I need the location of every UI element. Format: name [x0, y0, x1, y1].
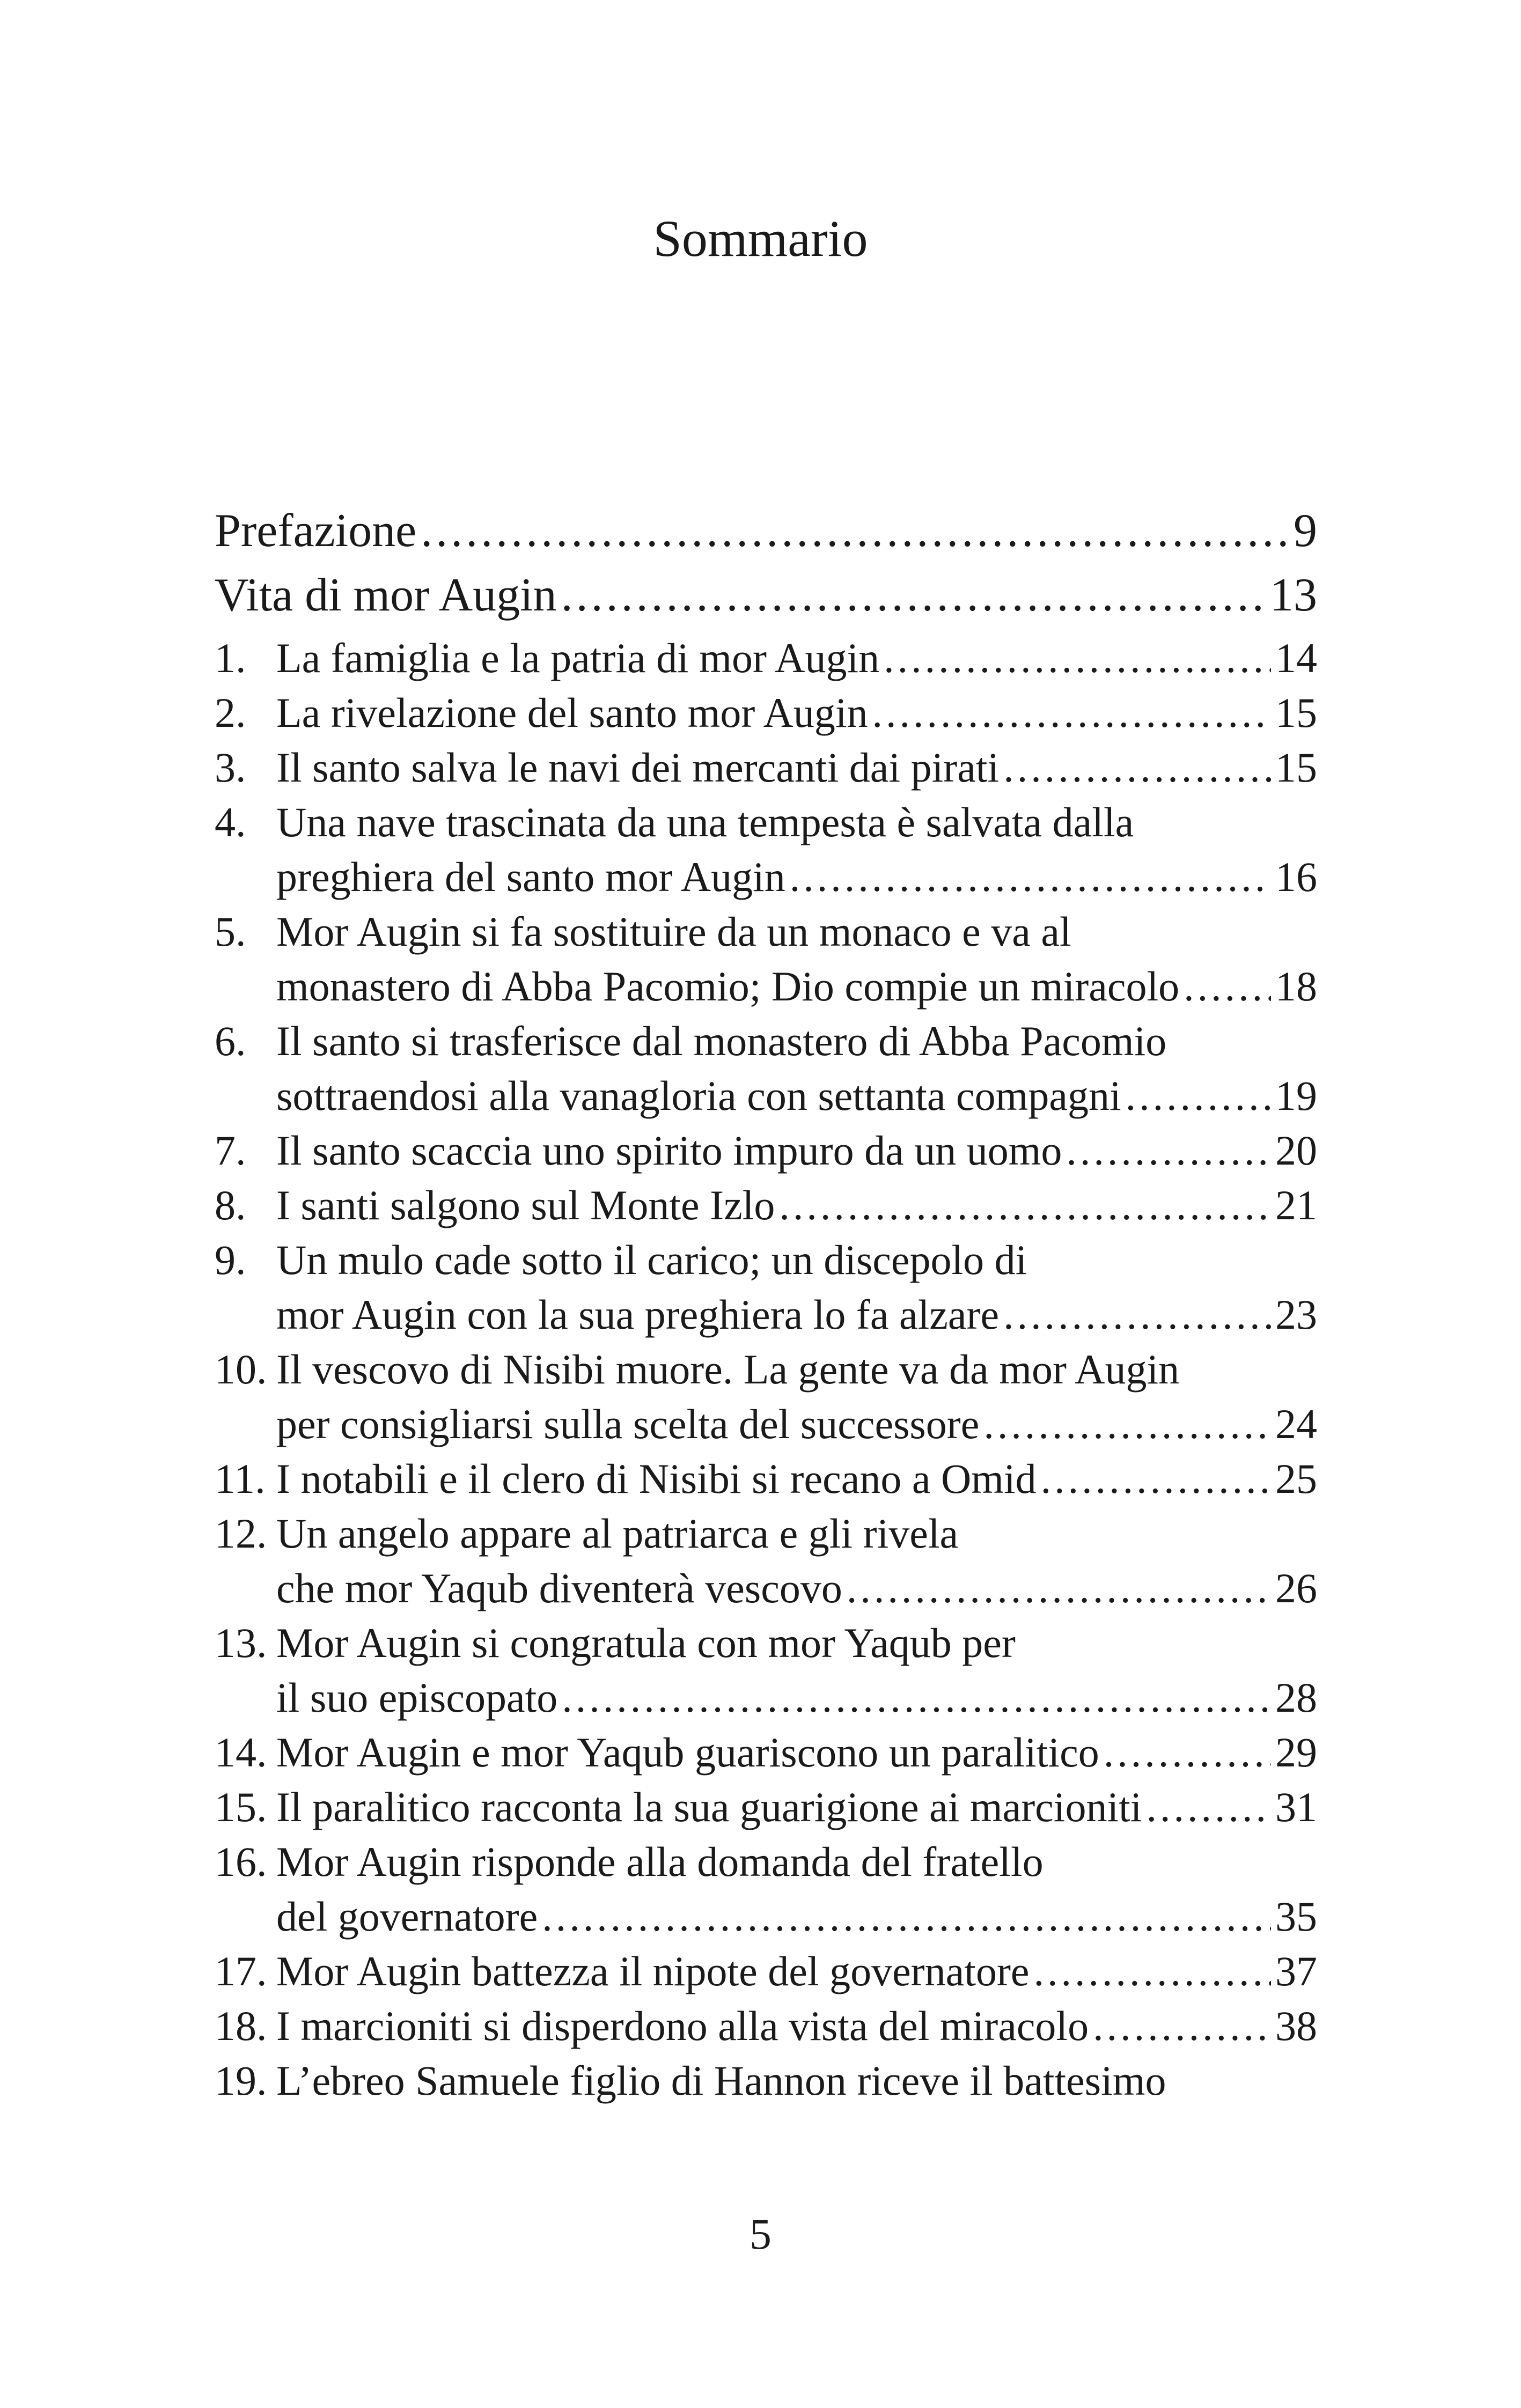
toc-entry-title: preghiera del santo mor Augin	[276, 853, 785, 900]
toc-entry-page: 31	[1275, 1784, 1317, 1830]
dot-leader	[1093, 1999, 1271, 2053]
toc-entry-title: Prefazione	[215, 505, 417, 557]
toc-entry-line	[215, 1835, 1317, 1889]
toc-entry-page: 23	[1275, 1291, 1317, 1338]
toc-entry-page: 21	[1275, 1182, 1317, 1228]
toc-entry-line	[215, 1397, 1317, 1452]
toc-entry-page: 13	[1270, 569, 1317, 621]
dot-leader	[562, 1670, 1271, 1725]
dot-leader	[542, 1889, 1271, 1944]
toc-entry-line	[215, 1889, 1317, 1944]
dot-leader	[779, 1178, 1271, 1233]
toc-entry-line	[215, 1944, 1317, 1999]
toc-entry-page: 20	[1275, 1127, 1317, 1174]
dot-leader	[1041, 1452, 1271, 1506]
toc-entry	[215, 1452, 1317, 1506]
toc-entry-line	[215, 1452, 1317, 1506]
toc-entry-page: 26	[1275, 1565, 1317, 1611]
toc-entry-page: 24	[1275, 1401, 1317, 1447]
dot-leader	[872, 686, 1271, 740]
toc-entry	[215, 1123, 1317, 1178]
toc-entry-page: 19	[1275, 1072, 1317, 1119]
toc-entry-line	[215, 1287, 1317, 1342]
toc-entry-title: monastero di Abba Pacomio; Dio compie un miracolo	[276, 963, 1180, 1010]
toc-entry-title: del governatore	[276, 1893, 538, 1940]
toc-entry-title: La rivelazione del santo mor Augin	[276, 689, 868, 736]
dot-leader	[1126, 1069, 1271, 1123]
dot-leader	[421, 499, 1289, 563]
dot-leader	[1034, 1944, 1271, 1999]
toc-entry-line	[215, 1780, 1317, 1835]
toc-entry-title: Un angelo appare al patriarca e gli rivela	[276, 1510, 959, 1557]
toc-entry-number: 13.	[215, 1619, 267, 1666]
toc-entry	[215, 499, 1317, 563]
toc-entry-number: 7.	[215, 1127, 246, 1174]
toc-entry-title: che mor Yaqub diventerà vescovo	[276, 1565, 842, 1611]
toc-entry-line	[215, 1342, 1317, 1397]
toc-entry	[215, 1233, 1317, 1342]
toc-entry-line	[215, 499, 1317, 563]
dot-leader	[884, 631, 1271, 686]
toc-entry-title: Un mulo cade sotto il carico; un discepolo di	[276, 1236, 1027, 1283]
toc-entry-title: I marcioniti si disperdono alla vista del miracolo	[276, 2002, 1089, 2049]
toc-entry	[215, 686, 1317, 740]
toc-entry-line	[215, 686, 1317, 740]
toc-entry-line	[215, 959, 1317, 1014]
toc-entry	[215, 1616, 1317, 1725]
toc-entry-title: Mor Augin si fa sostituire da un monaco e va al	[276, 908, 1071, 955]
toc-entry-title: Una nave trascinata da una tempesta è salvata dalla	[276, 799, 1134, 845]
toc-entry	[215, 740, 1317, 795]
dot-leader	[983, 1397, 1271, 1452]
toc-entry	[215, 795, 1317, 904]
toc-entry-page: 9	[1294, 505, 1317, 557]
toc-entry-title: Il santo salva le navi dei mercanti dai pirati	[276, 744, 1000, 791]
toc-entry-title: I notabili e il clero di Nisibi si recano a Omid	[276, 1455, 1037, 1502]
dot-leader	[1066, 1123, 1271, 1178]
toc-entry-number: 2.	[215, 689, 246, 736]
toc-entry-title: sottraendosi alla vanagloria con settanta compagni	[276, 1072, 1121, 1119]
toc-entry-number: 15.	[215, 1784, 267, 1830]
toc-entry-page: 28	[1275, 1674, 1317, 1721]
toc-entry-title: I santi salgono sul Monte Izlo	[276, 1182, 775, 1228]
toc-entry-page: 14	[1275, 635, 1317, 681]
toc-entry-line	[215, 1014, 1317, 1069]
toc-entry-line	[215, 1233, 1317, 1287]
toc-entry-title: Il santo si trasferisce dal monastero di Abba Pacomio	[276, 1018, 1167, 1064]
toc-entry-line	[215, 1616, 1317, 1670]
toc-entry-page: 16	[1275, 853, 1317, 900]
toc-entry-line	[215, 850, 1317, 904]
toc-entry-page: 25	[1275, 1455, 1317, 1502]
toc-entry-number: 5.	[215, 908, 246, 955]
toc-entry-number: 14.	[215, 1729, 267, 1776]
toc-entry	[215, 1014, 1317, 1123]
toc-entry-title: il suo episcopato	[276, 1674, 558, 1721]
toc-entry-line	[215, 1725, 1317, 1780]
toc-entry-line	[215, 1999, 1317, 2053]
toc-entry-number: 4.	[215, 799, 246, 845]
toc-entry-line	[215, 563, 1317, 628]
toc-entry-line	[215, 795, 1317, 850]
toc-entry-page: 15	[1275, 744, 1317, 791]
dot-leader	[1003, 740, 1271, 795]
toc-entry-title: Mor Augin si congratula con mor Yaqub per	[276, 1619, 1016, 1666]
toc-entry-title: Il santo scaccia uno spirito impuro da un uomo	[276, 1127, 1062, 1174]
toc-entry-page: 18	[1275, 963, 1317, 1010]
toc-entry-title: Mor Augin battezza il nipote del governatore	[276, 1948, 1030, 1994]
toc-entry-title: mor Augin con la sua preghiera lo fa alzare	[276, 1291, 1000, 1338]
toc-entry-page: 35	[1275, 1893, 1317, 1940]
toc-entry-title: L’ebreo Samuele figlio di Hannon riceve il battesimo	[276, 2057, 1166, 2104]
dot-leader	[1184, 959, 1271, 1014]
toc-entry	[215, 1835, 1317, 1944]
toc-entry	[215, 1178, 1317, 1233]
toc-entry-page: 37	[1275, 1948, 1317, 1994]
toc-entry-line	[215, 1561, 1317, 1616]
toc-entry-title: Vita di mor Augin	[215, 569, 557, 621]
toc-entry	[215, 1342, 1317, 1452]
toc-entry-title: Il paralitico racconta la sua guarigione ai marcioniti	[276, 1784, 1142, 1830]
toc-entry	[215, 904, 1317, 1014]
toc-entry-page: 38	[1275, 2002, 1317, 2049]
toc-entry-line	[215, 1506, 1317, 1561]
toc-entry	[215, 1725, 1317, 1780]
dot-leader	[790, 850, 1271, 904]
toc-entry-line	[215, 1123, 1317, 1178]
dot-leader	[561, 563, 1266, 628]
toc-entry	[215, 2053, 1317, 2108]
toc-entry-number: 12.	[215, 1510, 267, 1557]
dot-leader	[1146, 1780, 1271, 1835]
toc-entry	[215, 1999, 1317, 2053]
dot-leader	[1104, 1725, 1271, 1780]
toc-entry	[215, 631, 1317, 686]
dot-leader	[847, 1561, 1271, 1616]
toc-entry-line	[215, 1178, 1317, 1233]
toc-entry-title: Il vescovo di Nisibi muore. La gente va da mor Augin	[276, 1346, 1180, 1393]
toc-entry-page: 15	[1275, 689, 1317, 736]
toc-entry-number: 11.	[215, 1455, 266, 1502]
toc-entry-line	[215, 631, 1317, 686]
toc-entry-number: 6.	[215, 1018, 246, 1064]
toc-entry	[215, 1944, 1317, 1999]
toc-entry-number: 1.	[215, 635, 246, 681]
toc-entry	[215, 1780, 1317, 1835]
toc-entry-title: per consigliarsi sulla scelta del successore	[276, 1401, 980, 1447]
dot-leader	[1003, 1287, 1271, 1342]
toc-entry-number: 17.	[215, 1948, 267, 1994]
toc-entry-line	[215, 740, 1317, 795]
page-title: Sommario	[653, 210, 868, 267]
toc-entry-title: Mor Augin e mor Yaqub guariscono un paralitico	[276, 1729, 1099, 1776]
toc-entry-number: 9.	[215, 1236, 246, 1283]
toc-entry-number: 8.	[215, 1182, 246, 1228]
toc-entry-line	[215, 2053, 1317, 2108]
table-of-contents	[215, 499, 1317, 2108]
toc-entry-line	[215, 1670, 1317, 1725]
toc-entry	[215, 563, 1317, 628]
toc-entry-number: 10.	[215, 1346, 267, 1393]
toc-entry-number: 19.	[215, 2057, 267, 2104]
toc-entry-number: 18.	[215, 2002, 267, 2049]
toc-entry-title: Mor Augin risponde alla domanda del fratello	[276, 1838, 1044, 1885]
toc-entry-line	[215, 1069, 1317, 1123]
toc-entry-page: 29	[1275, 1729, 1317, 1776]
toc-entry	[215, 1506, 1317, 1616]
toc-entry-title: La famiglia e la patria di mor Augin	[276, 635, 880, 681]
toc-entry-number: 3.	[215, 744, 246, 791]
toc-entry-number: 16.	[215, 1838, 267, 1885]
page-number: 5	[750, 2210, 771, 2258]
toc-entry-line	[215, 904, 1317, 959]
